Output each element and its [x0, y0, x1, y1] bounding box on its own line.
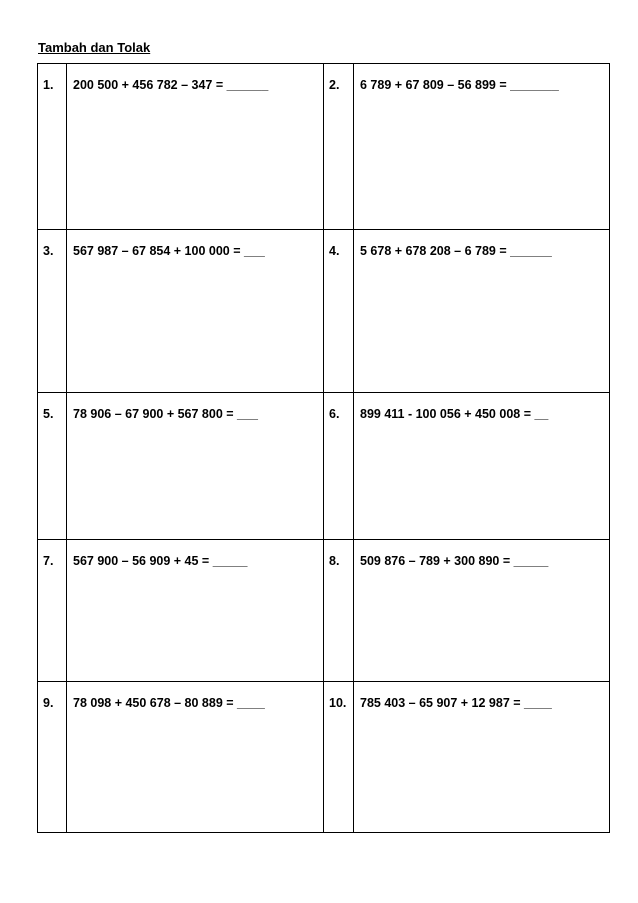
- question-text: 78 098 + 450 678 – 80 889 = ____: [73, 696, 265, 710]
- questions-table: [37, 63, 610, 833]
- question-answer-cell[interactable]: [354, 230, 610, 393]
- question-number-cell: [324, 540, 354, 682]
- question-answer-cell[interactable]: [354, 540, 610, 682]
- question-number-cell: [38, 540, 67, 682]
- question-answer-cell[interactable]: [354, 64, 610, 230]
- question-number: 6.: [329, 407, 340, 421]
- question-number: 7.: [43, 554, 54, 568]
- question-text: 567 900 – 56 909 + 45 = _____: [73, 554, 248, 568]
- question-number: 9.: [43, 696, 54, 710]
- question-text: 78 906 – 67 900 + 567 800 = ___: [73, 407, 258, 421]
- question-number: 2.: [329, 78, 340, 92]
- question-number-cell: [38, 230, 67, 393]
- table-row: [38, 393, 610, 540]
- question-text: 567 987 – 67 854 + 100 000 = ___: [73, 244, 265, 258]
- question-text: 785 403 – 65 907 + 12 987 = ____: [360, 696, 552, 710]
- question-number: 10.: [329, 696, 347, 710]
- question-answer-cell[interactable]: [67, 540, 324, 682]
- question-answer-cell[interactable]: [67, 682, 324, 833]
- question-number-cell: [324, 393, 354, 540]
- table-row: [38, 64, 610, 230]
- question-number: 3.: [43, 244, 54, 258]
- question-answer-cell[interactable]: [67, 230, 324, 393]
- question-text: 200 500 + 456 782 – 347 = ______: [73, 78, 269, 92]
- question-number-cell: [38, 393, 67, 540]
- question-answer-cell[interactable]: [67, 64, 324, 230]
- question-answer-cell[interactable]: [354, 682, 610, 833]
- question-number-cell: [324, 64, 354, 230]
- question-number: 4.: [329, 244, 340, 258]
- question-number: 8.: [329, 554, 340, 568]
- worksheet-title: Tambah dan Tolak: [38, 40, 151, 55]
- question-text: 6 789 + 67 809 – 56 899 = _______: [360, 78, 559, 92]
- question-text: 509 876 – 789 + 300 890 = _____: [360, 554, 549, 568]
- question-answer-cell[interactable]: [354, 393, 610, 540]
- question-number-cell: [38, 64, 67, 230]
- table-row: [38, 540, 610, 682]
- table-row: [38, 682, 610, 833]
- question-text: 899 411 - 100 056 + 450 008 = __: [360, 407, 549, 421]
- question-answer-cell[interactable]: [67, 393, 324, 540]
- question-text: 5 678 + 678 208 – 6 789 = ______: [360, 244, 552, 258]
- table-row: [38, 230, 610, 393]
- question-number: 1.: [43, 78, 54, 92]
- question-number: 5.: [43, 407, 54, 421]
- question-number-cell: [324, 682, 354, 833]
- question-number-cell: [38, 682, 67, 833]
- question-number-cell: [324, 230, 354, 393]
